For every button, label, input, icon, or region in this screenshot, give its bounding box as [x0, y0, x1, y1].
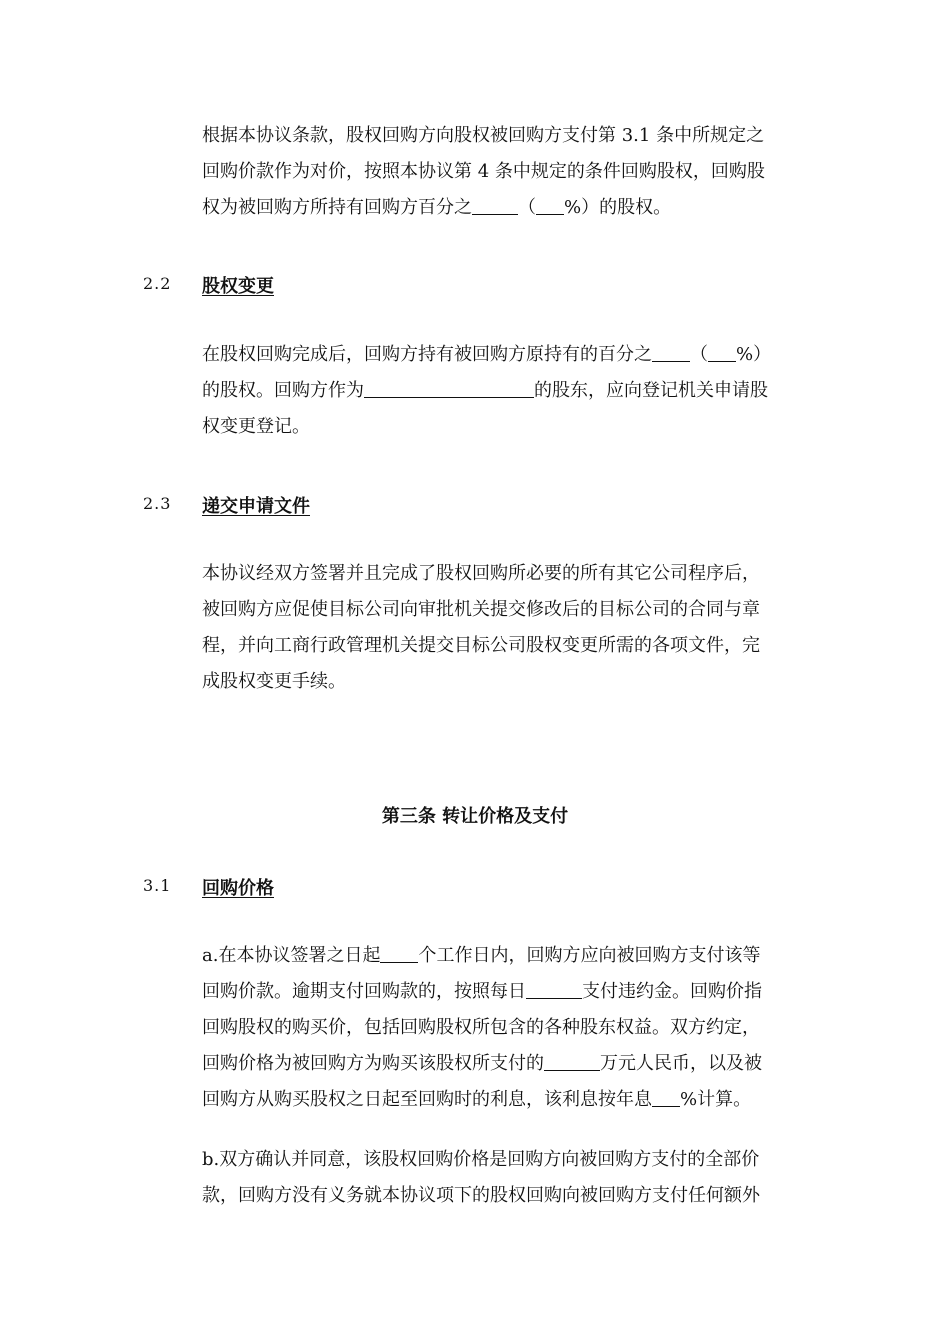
text-line: a.在本协议签署之日起 个工作日内，回购方应向被回购方支付该等	[202, 945, 761, 966]
blank-field	[364, 379, 534, 398]
blank-field	[536, 196, 564, 215]
blank-field	[526, 980, 582, 999]
text-line: 被回购方应促使目标公司向审批机关提交修改后的目标公司的合同与章	[202, 599, 760, 620]
text-line: 回购方从购买股权之日起至回购时的利息，该利息按年息 %计算。	[202, 1089, 752, 1110]
text-line: 回购价格为被回购方为购买该股权所支付的 万元人民币，以及被	[202, 1053, 762, 1074]
text-line: 权变更登记。	[202, 416, 310, 437]
text-line: b.双方确认并同意，该股权回购价格是回购方向被回购方支付的全部价	[202, 1149, 760, 1170]
text-line: 回购价款作为对价，按照本协议第 4 条中规定的条件回购股权，回购股	[202, 161, 765, 182]
paragraph-submit-documents	[202, 556, 808, 700]
section-number: 3.1	[143, 876, 172, 895]
section-title: 股权变更	[202, 276, 274, 297]
text-line: 本协议经双方签署并且完成了股权回购所必要的所有其它公司程序后，	[202, 563, 760, 584]
blank-field	[652, 1088, 680, 1107]
text-line: 的股权。回购方作为 的股东，应向登记机关申请股	[202, 380, 768, 401]
blank-field	[472, 196, 518, 215]
section-title: 递交申请文件	[202, 496, 310, 517]
text-line: 成股权变更手续。	[202, 671, 346, 692]
blank-field	[708, 343, 736, 362]
text-line: 根据本协议条款，股权回购方向股权被回购方支付第 3.1 条中所规定之	[202, 125, 765, 146]
blank-field	[652, 343, 690, 362]
text-line: 在股权回购完成后，回购方持有被回购方原持有的百分之 （ %）	[202, 344, 772, 365]
paragraph-repurchase-consideration	[202, 118, 808, 226]
paragraph-repurchase-price-b	[202, 1142, 808, 1214]
paragraph-equity-change	[202, 337, 808, 445]
section-title: 回购价格	[202, 878, 274, 899]
article-title: 第三条 转让价格及支付	[381, 806, 569, 827]
blank-field	[380, 944, 418, 963]
text-line: 回购股权的购买价，包括回购股权所包含的各种股东权益。双方约定，	[202, 1017, 760, 1038]
text-line: 款，回购方没有义务就本协议项下的股权回购向被回购方支付任何额外	[202, 1185, 760, 1206]
section-number: 2.3	[143, 494, 172, 513]
text-line: 程，并向工商行政管理机关提交目标公司股权变更所需的各项文件，完	[202, 635, 760, 656]
text-line: 权为被回购方所持有回购方百分之 （ %）的股权。	[202, 197, 672, 218]
blank-field	[544, 1052, 600, 1071]
text-line: 回购价款。逾期支付回购款的，按照每日 支付违约金。回购价指	[202, 981, 762, 1002]
paragraph-repurchase-price-a	[202, 938, 808, 1118]
section-number: 2.2	[143, 274, 172, 293]
